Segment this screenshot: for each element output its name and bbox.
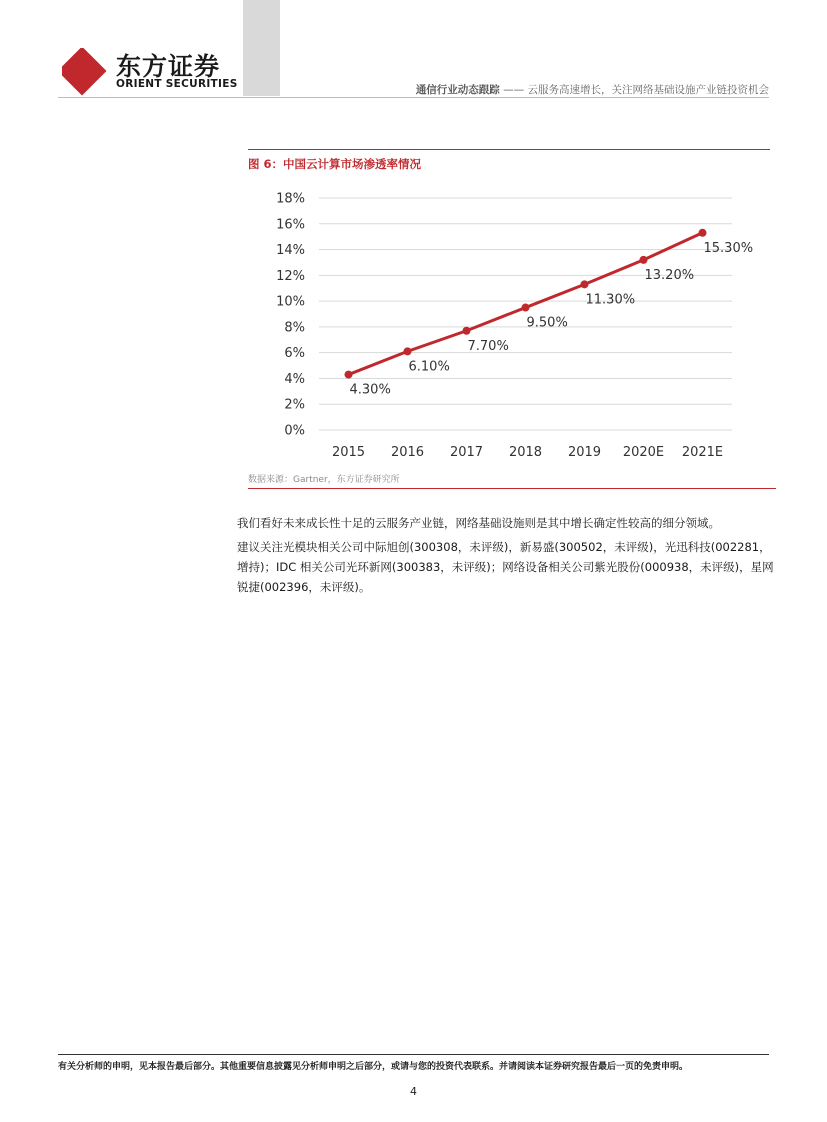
x-tick-label: 2015 xyxy=(331,445,366,460)
y-tick-label: 10% xyxy=(276,294,305,310)
data-point xyxy=(522,304,530,312)
y-tick-label: 16% xyxy=(276,217,305,233)
y-tick-label: 8% xyxy=(284,320,305,336)
y-tick-label: 0% xyxy=(284,423,305,439)
x-tick-label: 2018 xyxy=(508,445,543,460)
y-tick-label: 14% xyxy=(276,243,305,259)
figure-bottom-rule xyxy=(248,488,776,489)
data-point xyxy=(699,229,707,237)
y-tick-label: 4% xyxy=(284,371,305,387)
logo-english-name: ORIENT SECURITIES xyxy=(116,78,238,90)
y-tick-label: 6% xyxy=(284,346,305,362)
data-label: 11.30% xyxy=(585,292,636,308)
data-label: 6.10% xyxy=(408,359,450,375)
data-point xyxy=(404,347,412,355)
x-tick-label: 2016 xyxy=(390,445,425,460)
data-point xyxy=(581,280,589,288)
page-number: 4 xyxy=(410,1085,417,1098)
data-point xyxy=(640,256,648,264)
data-point xyxy=(345,371,353,379)
data-label: 9.50% xyxy=(526,315,568,331)
header-separator: —— xyxy=(499,84,528,96)
header-divider xyxy=(58,97,769,98)
y-tick-label: 12% xyxy=(276,268,305,284)
report-type: 通信行业动态跟踪 xyxy=(415,84,500,96)
running-header xyxy=(416,82,769,97)
data-label: 15.30% xyxy=(703,240,754,256)
penetration-line-chart xyxy=(248,180,758,468)
logo-chinese-name: 东方证券 xyxy=(116,52,221,81)
figure-source: 数据来源：Gartner，东方证券研究所 xyxy=(248,475,400,485)
footer-disclaimer: 有关分析师的申明，见本报告最后部分。其他重要信息披露见分析师申明之后部分，或请与您的投资代表联系。并请阅读本证券研究报告最后一页的免责申明。 xyxy=(58,1062,689,1072)
figure-top-rule xyxy=(248,149,770,150)
data-label: 13.20% xyxy=(644,267,695,283)
footer-divider xyxy=(58,1054,769,1055)
x-tick-label: 2021E xyxy=(681,445,724,460)
x-tick-label: 2020E xyxy=(622,445,665,460)
x-tick-label: 2017 xyxy=(449,445,484,460)
y-tick-label: 18% xyxy=(276,191,305,207)
orient-securities-logo xyxy=(62,48,110,96)
y-tick-label: 2% xyxy=(284,397,305,413)
data-label: 7.70% xyxy=(467,338,509,354)
header-tab-decoration xyxy=(243,0,280,96)
data-label: 4.30% xyxy=(349,382,391,398)
body-paragraph-recommendations: 建议关注光模块相关公司中际旭创(300308，未评级)，新易盛(300502，未评级)，光迅科技(002281，增持)；IDC 相关公司光环新网(300383，未评级)；网络设备相关公司紫光股份(000938，未评级)，星网锐捷(002396，未评级)。 xyxy=(237,540,774,594)
data-point xyxy=(463,327,471,335)
figure-title: 图 6：中国云计算市场渗透率情况 xyxy=(248,157,422,171)
x-tick-label: 2019 xyxy=(567,445,602,460)
report-subject: 云服务高速增长，关注网络基础设施产业链投资机会 xyxy=(527,84,769,96)
body-paragraph-outlook: 我们看好未来成长性十足的云服务产业链，网络基础设施则是其中增长确定性较高的细分领域。 xyxy=(237,516,720,530)
